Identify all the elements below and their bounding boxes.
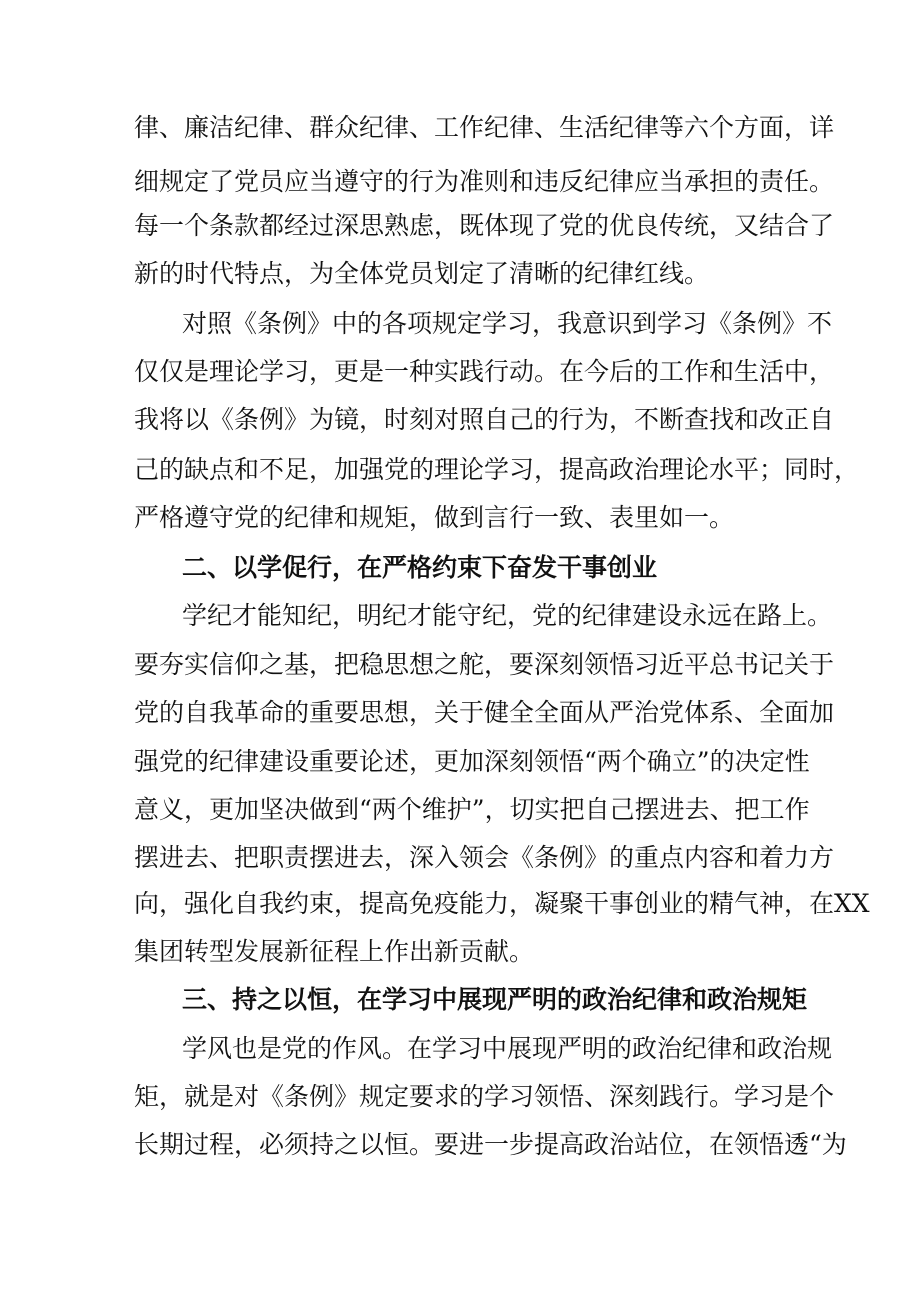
section-heading: 三、持之以恒，在学习中展现严明的政治纪律和政治规矩 [182, 985, 808, 1014]
section-heading: 二、以学促行，在严格约束下奋发干事创业 [182, 553, 658, 582]
text-line: 每一个条款都经过深思熟虑，既体现了党的优良传统，又结合了 [134, 211, 835, 240]
text-line: 我将以《条例》为镜，时刻对照自己的行为，不断查找和改正自 [134, 405, 835, 434]
text-line: 摆进去、把职责摆进去，深入领会《条例》的重点内容和着力方 [134, 843, 835, 872]
text-line: 学纪才能知纪，明纪才能守纪，党的纪律建设永远在路上。 [182, 601, 833, 630]
text-line: 党的自我革命的重要思想，关于健全全面从严治党体系、全面加 [134, 698, 835, 727]
text-line: 意义，更加坚决做到“两个维护”，切实把自己摆进去、把工作 [134, 795, 810, 824]
text-line: 对照《条例》中的各项规定学习，我意识到学习《条例》不 [182, 309, 833, 338]
text-line: 长期过程，必须持之以恒。要进一步提高政治站位，在领悟透“为 [134, 1130, 847, 1159]
text-line: 严格遵守党的纪律和规矩，做到言行一致、表里如一。 [134, 503, 735, 532]
text-line: 要夯实信仰之基，把稳思想之舵，要深刻领悟习近平总书记关于 [134, 650, 835, 679]
text-line: 向，强化自我约束，提高免疫能力，凝聚干事创业的精气神，在XX [134, 889, 870, 918]
text-line: 仅仅是理论学习，更是一种实践行动。在今后的工作和生活中， [134, 357, 835, 386]
text-line: 学风也是党的作风。在学习中展现严明的政治纪律和政治规 [182, 1034, 833, 1063]
text-line: 新的时代特点，为全体党员划定了清晰的纪律红线。 [134, 259, 710, 288]
text-line: 集团转型发展新征程上作出新贡献。 [134, 937, 535, 966]
text-line: 己的缺点和不足，加强党的理论学习，提高政治理论水平；同时， [134, 455, 860, 484]
text-line: 细规定了党员应当遵守的行为准则和违反纪律应当承担的责任。 [134, 167, 835, 196]
text-line: 律、廉洁纪律、群众纪律、工作纪律、生活纪律等六个方面，详 [134, 113, 835, 142]
text-line: 矩，就是对《条例》规定要求的学习领悟、深刻践行。学习是个 [134, 1082, 835, 1111]
text-line: 强党的纪律建设重要论述，更加深刻领悟“两个确立”的决定性 [134, 747, 810, 776]
